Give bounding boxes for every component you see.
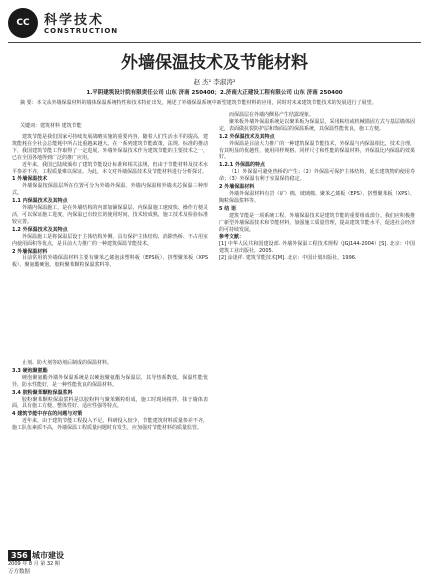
section-heading: 2 外墙保温材料 [219,184,255,191]
left-column-lower [12,360,208,432]
section-heading: 2 外墙保温材料 [12,248,48,255]
article-keywords: 关键词：建筑材料 建筑节能 [20,123,82,129]
left-column [12,134,208,269]
right-column [219,112,415,262]
body-paragraph: 外墙保温按保温层所在位置可分为外墙外保温、外墙内保温和外墙夹芯保温三种形式。 [12,183,208,197]
section-heading: 参考文献： [219,234,245,241]
article-affiliation: 1.平阴建筑设计院有限责任公司 山东 济南 250400；2.济南大正建设工程有限公司 山东 济南 250400 [86,90,343,96]
body-paragraph: 建筑节能是一项系统工程，外墙保温技术是建筑节能的重要组成部分。我们应积极推广新型外墙保温技术和节能材料，加强施工质量管理，提高建筑节能水平，促进社会经济的可持续发展。 [219,212,415,233]
reference-item: [2] 涂逢祥. 建筑节能技术[M]. 北京：中国计划出版社，1996. [219,255,357,262]
database-name: 万方数据 [8,569,31,575]
section-heading: 1.2 外保温技术及其特点 [219,133,275,140]
section-heading: 3.4 胶粉聚苯颗粒保温浆料 [12,389,73,396]
reference-item: [1] 中华人民共和国建设部. 外墙外保温工程技术规程（JGJ144-2004）[S]. 北京：中国建筑工业出版社，2005. [219,241,415,255]
body-paragraph: 建筑节能是我们国家可持续发展战略实施的重要内容，随着人们生活水平的提高，建筑能耗在全社会总能耗中所占比重越来越大。在一系列建筑节能政策、法规、标准的推动下，我国建筑节能工作取得了一定进展，外墙外保温技术作为建筑节能的主要技术之一，已在全国各地得到广泛的推广应用。 [12,134,208,161]
body-paragraph: 而保温层在外墙内侧易产生结露现象。 [229,112,315,118]
section-heading: 1.2.1 外保温的特点 [219,162,265,169]
section-heading: 1.1 内保温技术及其特点 [12,198,68,205]
article-abstract: 摘 要：本文从外墙保温材料的墙体保温系统特性和技术特征出发，阐述了外墙保温系统中新型建筑节能材料的应用，同时对未来建筑节能技术的发展进行了展望。 [20,100,377,106]
body-paragraph: 外保温施工是将保温层设于主体结构外侧，具有保护主体结构、消除热桥、不占用室内使用面积等优点，是目前大力推广的一种建筑保温节能技术。 [12,233,208,247]
body-paragraph: 外墙外保温材料有岩（矿）棉、玻璃棉、聚苯乙烯板（EPS）、挤塑聚苯板（XPS）、陶粒保温浆料等。 [219,190,415,204]
body-paragraph: 硬泡聚氨酯外墙外保温系统是以硬泡聚氨酯为保温层，其导热系数低，保温性能优异，防水性能好，是一种性能优良的保温材料。 [12,374,208,388]
section-heading: 1.2 外保温技术及其特点 [12,226,68,233]
header-divider [8,42,421,43]
journal-logo-icon: CC [8,8,38,38]
page-number: 356 [8,550,31,561]
body-paragraph: 外墙内保温施工，是在外墙结构的内部加铺保温层，内保温施工速度快、操作方便灵活，可以保证施工进度，内保温已有较长的使用时间，技术较成熟，施工技术及检验标准较完善。 [12,205,208,225]
section-heading: 3.3 硬泡聚氨酯 [12,367,48,374]
body-paragraph: 止剂、防火剂等助剂后制成的保温材料。 [22,360,113,366]
body-paragraph: 聚苯板外墙外保温系统是以聚苯板为保温层，采用粘结或机械锚固方式与基层墙体固定，表面做抗裂防护层和饰面层的保温系统，其保温性能优良，施工方便。 [219,118,415,132]
section-subtitle: CONSTRUCTION [44,27,119,35]
body-paragraph: 外保温是目前大力推广的一种建筑保温节能技术，外保温与内保温相比，技术合理，有其明显的优越性，使用同样规格、同样尺寸和性能的保温材料，外保温比内保温的效果好。 [219,140,415,161]
article-authors: 赵 杰¹ 李淑涛² [193,78,236,86]
section-heading: 5 结 语 [219,205,236,212]
body-paragraph: 近年来，由于建筑节能工程投入不足、科研投入较少，节能建筑材料质量参差不齐，施工队伍素质不高，外墙保温工程质量问题时有发生，应加强对节能材料的质量监管。 [12,418,208,432]
journal-name: 城市建设 [32,551,64,560]
page-header [8,6,421,42]
section-heading: 1 外墙保温技术 [12,176,48,183]
article-title: 外墙保温技术及节能材料 [121,53,308,73]
section-heading: 4 建筑节能中存在的问题与对策 [12,411,83,418]
body-paragraph: 近年来，我国已陆续颁布了建筑节能设计标准和相关法规，但由于节能材料及技术水平参差不齐，工程质量难以保证。为此，本文对外墙保温技术及节能材料进行分析探讨。 [12,161,208,175]
body-paragraph: （1）外保温可避免热桥的产生；（2）外保温可保护主体结构，延长建筑物的使用寿命；（3）外保温有利于室温保持稳定。 [219,169,415,183]
issue-info: 2009 年 8 月 第 32 期 [8,561,60,567]
section-title: 科学技术 [44,13,105,28]
body-paragraph: 胶粉聚苯颗粒保温浆料是以胶粉料与聚苯颗粒组成，施工时现场搅拌，抹于墙体表面，具有施工方便、整体性好、适应性强等特点。 [12,396,208,410]
body-paragraph: 目前常用的外墙保温材料主要有聚苯乙烯泡沫塑料板（EPS板）、挤塑聚苯板（XPS板）、聚氨酯硬泡、胶粉聚苯颗粒保温浆料等。 [12,255,208,269]
page-footer [8,548,421,574]
